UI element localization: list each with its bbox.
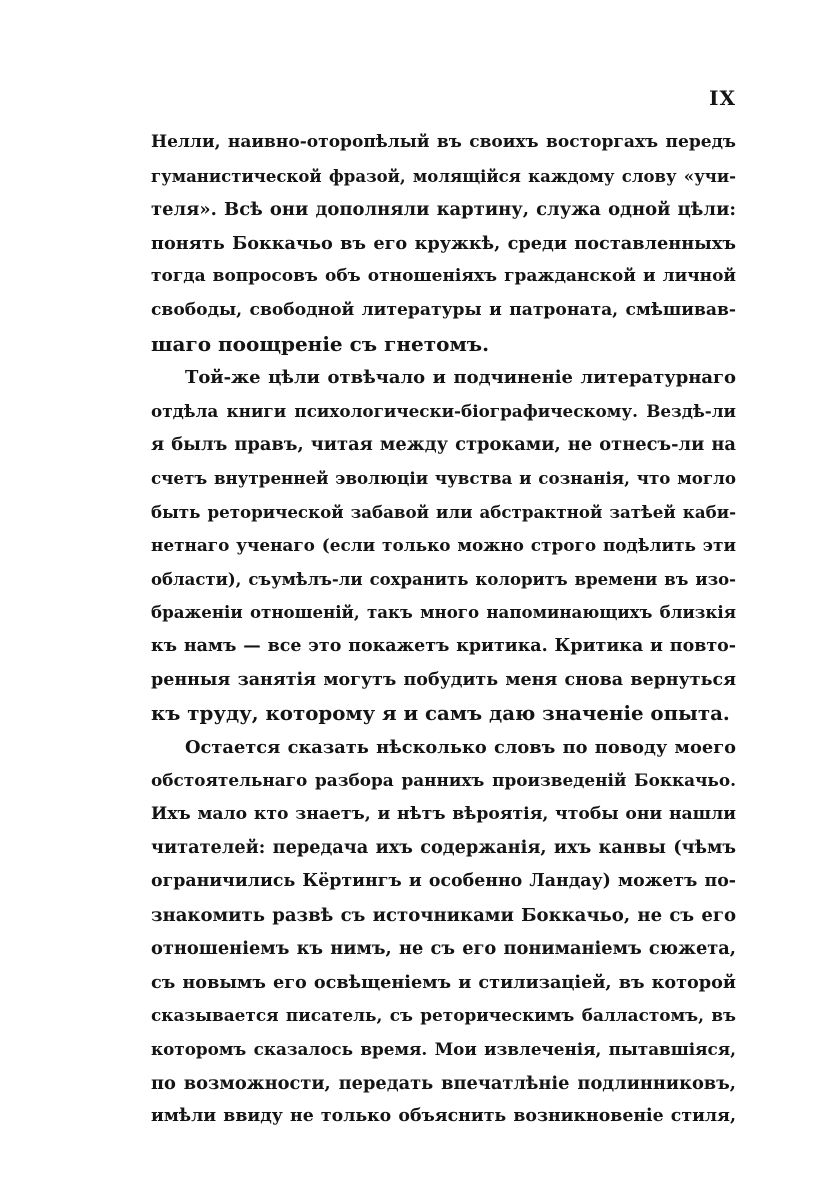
text-line: къ намъ — все это покажетъ критика. Критика и повто-	[151, 635, 736, 656]
paragraph-start-line: Той-же цѣли отвѣчало и подчиненіе литературнаго	[185, 367, 736, 389]
text-line: сказывается писатель, съ реторическимъ балластомъ, въ	[151, 1005, 736, 1026]
body-text	[151, 126, 736, 1134]
text-line: отношеніемъ къ нимъ, не съ его пониманіемъ сюжета,	[151, 938, 736, 960]
text-line: нетнаго ученаго (если только можно строго подѣлить эти	[151, 535, 736, 556]
text-line: читателей: передача ихъ содержанія, ихъ канвы (чѣмъ	[151, 837, 736, 859]
text-line: шаго поощреніе съ гнетомъ.	[151, 331, 490, 356]
text-line: Нелли, наивно-оторопѣлый въ своихъ восторгахъ передъ	[151, 132, 736, 152]
text-line: гуманистической фразой, молящійся каждому слову «учи-	[151, 165, 736, 186]
text-line: теля». Всѣ они дополняли картину, служа одной цѣли:	[151, 199, 736, 221]
text-line: ограничились Кёртингъ и особенно Ландау) можетъ по-	[151, 871, 736, 892]
text-line: по возможности, передать впечатлѣніе подлинниковъ,	[151, 1072, 736, 1094]
paragraph-start-line: Остается сказать нѣсколько словъ по поводу моего	[185, 736, 736, 758]
page-number: IX	[709, 86, 736, 110]
text-line: я былъ правъ, читая между строками, не отнесъ-ли на	[151, 434, 736, 456]
text-line: обстоятельнаго разбора раннихъ произведеній Боккачьо.	[151, 770, 736, 791]
text-line: свободы, свободной литературы и патроната, смѣшивав-	[151, 299, 736, 320]
text-line: съ новымъ его освѣщеніемъ и стилизаціей, въ которой	[151, 971, 736, 993]
text-line: отдѣла книги психологически-біографическому. Вездѣ-ли	[151, 400, 736, 421]
text-line: браженіи отношеній, такъ много напоминающихъ близкія	[151, 602, 736, 623]
text-line: понять Боккачьо въ его кружкѣ, среди поставленныхъ	[151, 232, 736, 254]
text-line: счетъ внутренней эволюціи чувства и сознанія, что могло	[151, 467, 736, 488]
text-line: имѣли ввиду не только объяснить возникновеніе стиля,	[151, 1106, 736, 1127]
text-line: которомъ сказалось время. Мои извлеченія, пытавшіяся,	[151, 1039, 736, 1060]
text-line: знакомить развѣ съ источниками Боккачьо, не съ его	[151, 904, 736, 926]
text-line: быть реторической забавой или абстрактной затѣей каби-	[151, 501, 736, 522]
text-line: тогда вопросовъ объ отношеніяхъ гражданской и личной	[151, 266, 736, 287]
text-line: ренныя занятія могутъ побудить меня снова вернуться	[151, 669, 736, 690]
text-line: Ихъ мало кто знаетъ, и нѣтъ вѣроятія, чтобы они нашли	[151, 803, 736, 824]
text-line: области), съумѣлъ-ли сохранить колоритъ времени въ изо-	[151, 568, 736, 589]
text-line: къ труду, которому я и самъ даю значеніе опыта.	[151, 701, 730, 726]
